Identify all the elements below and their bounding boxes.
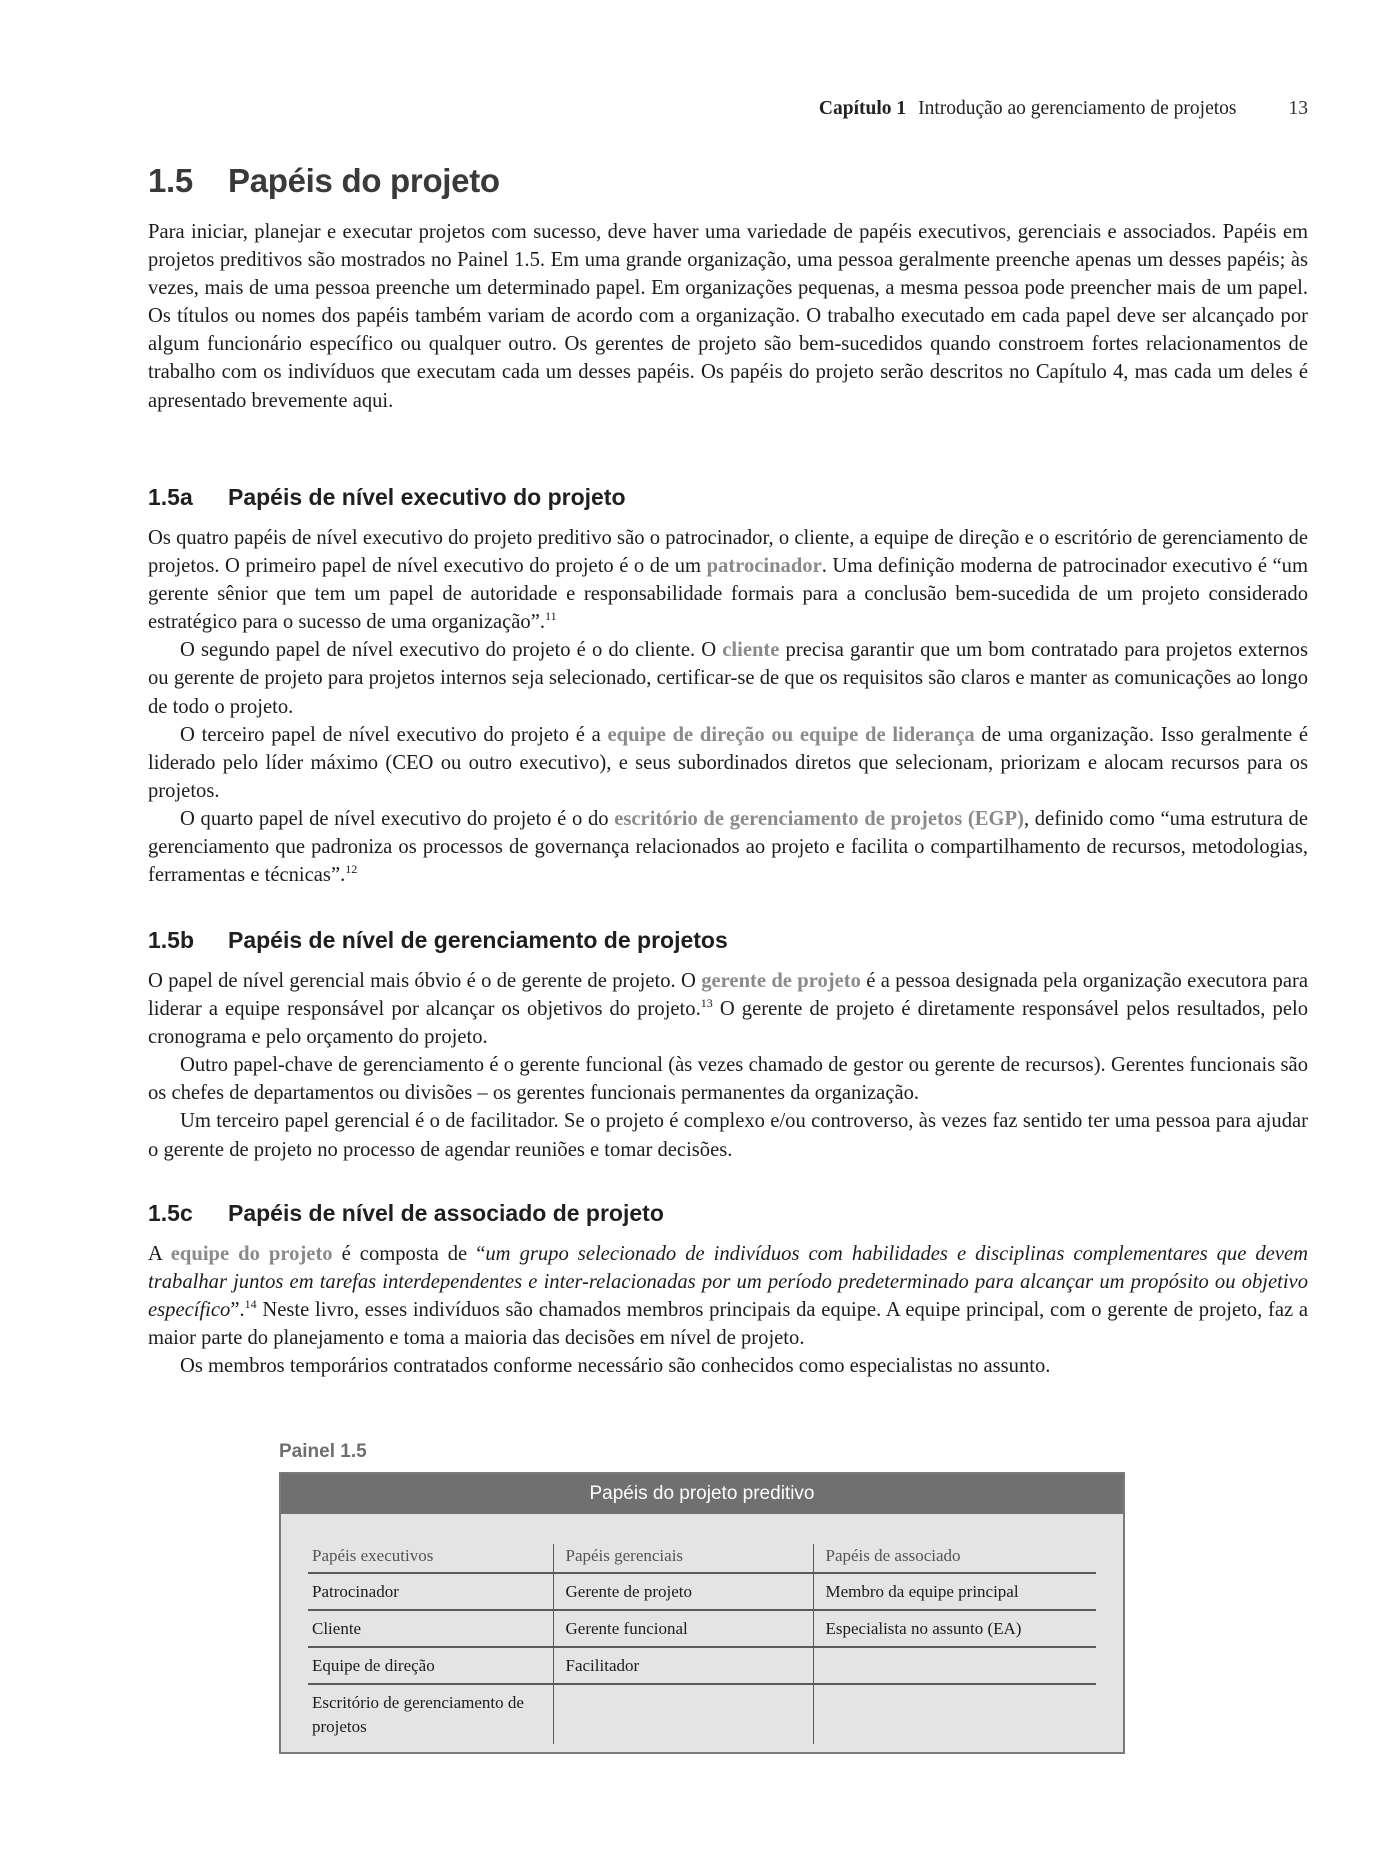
table-row bbox=[308, 1647, 1096, 1684]
subsection-number: 1.5b bbox=[148, 927, 195, 953]
subsection-title: Papéis de nível executivo do projeto bbox=[228, 484, 626, 510]
paragraph: Os quatro papéis de nível executivo do projeto preditivo são o patrocinador, o cliente, a equipe de direção e o escritório de gerenciamento de projetos. O primeiro papel de nível executivo do projeto é o de um patrocinador. Uma definição moderna de patrocinador executivo é “um gerente sênior que tem um papel de autoridade e responsabilidade formais para a conclusão bem-sucedida de um projeto considerado estratégico para o sucesso de uma organização”.$^{11}$ bbox=[148, 527, 1308, 634]
footnote-ref: 12 bbox=[345, 862, 358, 877]
table-row bbox=[308, 1610, 1096, 1647]
column-header: Papéis de associado bbox=[813, 1544, 1096, 1573]
table-cell: Equipe de direção bbox=[308, 1647, 553, 1684]
key-term: gerente de projeto bbox=[701, 970, 861, 992]
section-heading bbox=[148, 162, 500, 200]
subsection-number: 1.5c bbox=[148, 1200, 193, 1226]
chapter-label: Capítulo 1 bbox=[818, 98, 907, 119]
column-header: Papéis gerenciais bbox=[553, 1544, 813, 1573]
subsection-body-5c bbox=[148, 1240, 1308, 1380]
key-term: equipe de direção ou equipe de liderança bbox=[607, 723, 975, 746]
table-cell: Patrocinador bbox=[308, 1573, 553, 1610]
panel-label: Painel 1.5 bbox=[279, 1441, 367, 1462]
footnote-ref: 11 bbox=[545, 609, 557, 624]
subsection-heading-5a bbox=[148, 484, 626, 511]
subsection-title: Papéis de nível de gerenciamento de projetos bbox=[228, 927, 728, 953]
subsection-body-5b bbox=[148, 967, 1308, 1164]
intro-paragraph: Para iniciar, planejar e executar projetos com sucesso, deve haver uma variedade de papéis executivos, gerenciais e associados. Papéis em projetos preditivos são mostrados no Painel 1.5. Em uma grande organização, uma pessoa geralmente preenche apenas um desses papéis; às vezes, mais de uma pessoa preenche um determinado papel. Em organizações pequenas, a mesma pessoa pode preencher mais de um papel. Os títulos ou nomes dos papéis também variam de acordo com a organização. O trabalho executado em cada papel deve ser alcançado por algum funcionário específico ou qualquer outro. Os gerentes de projeto são bem-sucedidos quando constroem fortes relacionamentos de trabalho com os indivíduos que executam cada um desses papéis. Os papéis do projeto serão descritos no Capítulo 4, mas cada um deles é apresentado brevemente aqui. bbox=[148, 221, 1308, 412]
footnote-ref: 13 bbox=[700, 996, 713, 1011]
running-header bbox=[819, 98, 1308, 120]
paragraph: O terceiro papel de nível executivo do projeto é a equipe de direção ou equipe de liderança de uma organização. Isso geralmente é liderado pelo líder máximo (CEO ou outro executivo), e seus subordinados diretos que selecionam, priorizam e alocam recursos para os projetos. bbox=[148, 723, 1308, 802]
page-number: 13 bbox=[1288, 98, 1308, 119]
paragraph: O papel de nível gerencial mais óbvio é o de gerente de projeto. O gerente de projeto é a pessoa designada pela organização executora para liderar a equipe responsável por alcançar os objetivos do projeto.$^{13}$ O gerente de projeto é diretamente responsável pelos resultados, pelo cronograma e pelo orçamento do projeto. bbox=[148, 970, 1309, 1049]
subsection-title: Papéis de nível de associado de projeto bbox=[228, 1200, 664, 1226]
quoted-definition: um grupo selecionado de indivíduos com habilidades e disciplinas complementares que devem trabalhar juntos em tarefas interdependentes e inter-relacionadas por um período predeterminado para alcançar um propósito ou objetivo específico bbox=[148, 1243, 1308, 1322]
key-term: escritório de gerenciamento de projetos (EGP) bbox=[614, 807, 1024, 830]
paragraph: O quarto papel de nível executivo do projeto é o do escritório de gerenciamento de projetos (EGP), definido como “uma estrutura de gerenciamento que padroniza os processos de governança relacionados ao projeto e facilita o compartilhamento de recursos, metodologias, ferramentas e técnicas”.$^{12}$ bbox=[148, 807, 1308, 887]
roles-table bbox=[308, 1544, 1096, 1744]
paragraph: A equipe do projeto é composta de “um grupo selecionado de indivíduos com habilidades e disciplinas complementares que devem trabalhar juntos em tarefas interdependentes e inter-relacionadas por um período predeterminado para alcançar um propósito ou objetivo específico”.$^{14}$ Neste livro, esses indivíduos são chamados membros principais da equipe. A equipe principal, com o gerente de projeto, faz a maior parte do planejamento e toma a maioria das decisões em nível de projeto. bbox=[148, 1243, 1308, 1350]
key-term: cliente bbox=[722, 639, 780, 662]
table-cell: Escritório de gerenciamento de projetos bbox=[312, 1693, 524, 1736]
key-term: equipe do projeto bbox=[170, 1243, 333, 1265]
section-number: 1.5 bbox=[148, 162, 193, 199]
paragraph: Os membros temporários contratados conforme necessário são conhecidos como especialistas no assunto. bbox=[180, 1355, 1051, 1378]
table-cell: Membro da equipe principal bbox=[813, 1573, 1096, 1610]
table-cell: Facilitador bbox=[553, 1647, 813, 1684]
subsection-heading-5b bbox=[148, 927, 728, 954]
chapter-title: Introdução ao gerenciamento de projetos bbox=[918, 98, 1237, 119]
section-title: Papéis do projeto bbox=[228, 162, 500, 199]
table-cell: Gerente de projeto bbox=[553, 1573, 813, 1610]
table-cell bbox=[813, 1647, 1096, 1684]
subsection-body-5a bbox=[148, 524, 1308, 889]
table-cell bbox=[553, 1684, 813, 1744]
column-header: Papéis executivos bbox=[308, 1544, 553, 1573]
subsection-number: 1.5a bbox=[148, 484, 193, 510]
panel-title: Papéis do projeto preditivo bbox=[281, 1474, 1123, 1514]
roles-panel bbox=[279, 1472, 1125, 1754]
subsection-heading-5c bbox=[148, 1200, 664, 1227]
table-header-row bbox=[308, 1544, 1096, 1573]
paragraph: Um terceiro papel gerencial é o de facilitador. Se o projeto é complexo e/ou controverso, às vezes faz sentido ter uma pessoa para ajudar o gerente de projeto no processo de agendar reuniões e tomar decisões. bbox=[148, 1110, 1308, 1161]
table-cell: Cliente bbox=[308, 1610, 553, 1647]
table-cell: Especialista no assunto (EA) bbox=[813, 1610, 1096, 1647]
paragraph: Outro papel-chave de gerenciamento é o gerente funcional (às vezes chamado de gestor ou gerente de recursos). Gerentes funcionais são os chefes de departamentos ou divisões – os gerentes funcionais permanentes da organização. bbox=[148, 1054, 1308, 1105]
table-row bbox=[308, 1684, 1096, 1744]
table-row bbox=[308, 1573, 1096, 1610]
table-cell: Gerente funcional bbox=[553, 1610, 813, 1647]
table-cell bbox=[813, 1684, 1096, 1744]
key-term: patrocinador bbox=[706, 555, 822, 578]
footnote-ref: 14 bbox=[244, 1297, 257, 1312]
paragraph: O segundo papel de nível executivo do projeto é o do cliente. O cliente precisa garantir que um bom contratado para projetos externos ou gerente de projeto para projetos internos seja selecionado, certificar-se de que os requisitos são claros e manter as comunicações ao longo de todo o projeto. bbox=[148, 639, 1308, 718]
